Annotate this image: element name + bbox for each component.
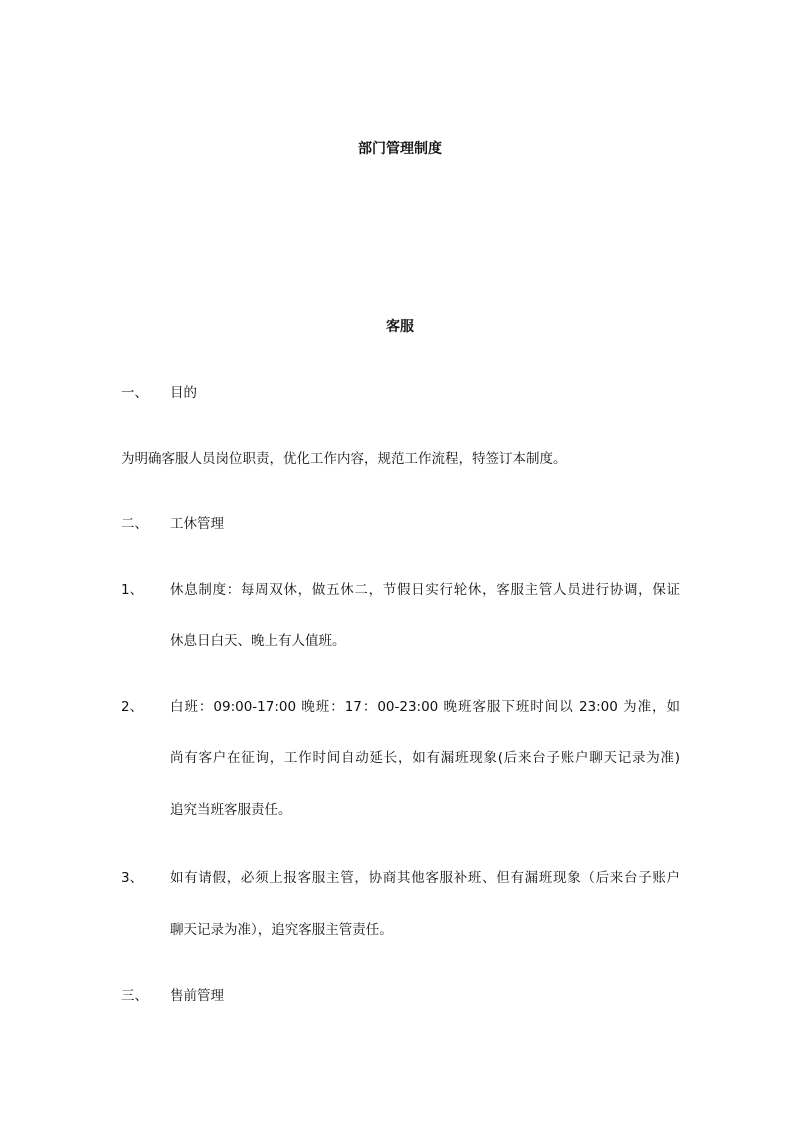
heading-number: 一、	[121, 385, 148, 401]
heading-text: 目的	[170, 385, 197, 401]
item-line: 追究当班客服责任。	[170, 802, 292, 818]
item-line: 尚有客户在征询，工作时间自动延长，如有漏班现象(后来台子账户聊天记录为准)	[170, 750, 680, 766]
heading-number: 二、	[121, 516, 148, 532]
item-number: 3、	[121, 870, 144, 886]
item-line: 白班：09:00-17:00 晚班：17：00-23:00 晚班客服下班时间以 23:00 为准，如	[170, 699, 680, 715]
item-line: 如有请假，必须上报客服主管，协商其他客服补班、但有漏班现象（后来台子账户	[170, 870, 680, 886]
heading-text: 售前管理	[170, 988, 224, 1004]
item-number: 2、	[121, 699, 144, 715]
heading-text: 工休管理	[170, 516, 224, 532]
item-line: 聊天记录为准），追究客服主管责任。	[170, 922, 393, 938]
purpose-paragraph: 为明确客服人员岗位职责，优化工作内容，规范工作流程，特签订本制度。	[121, 451, 567, 467]
item-line: 休息制度：每周双休，做五休二，节假日实行轮休，客服主管人员进行协调，保证	[170, 582, 680, 598]
item-number: 1、	[121, 582, 144, 598]
item-line: 休息日白天、晚上有人值班。	[170, 633, 346, 649]
section-title: 客服	[386, 319, 414, 335]
heading-number: 三、	[121, 988, 148, 1004]
document-title: 部门管理制度	[358, 141, 442, 157]
